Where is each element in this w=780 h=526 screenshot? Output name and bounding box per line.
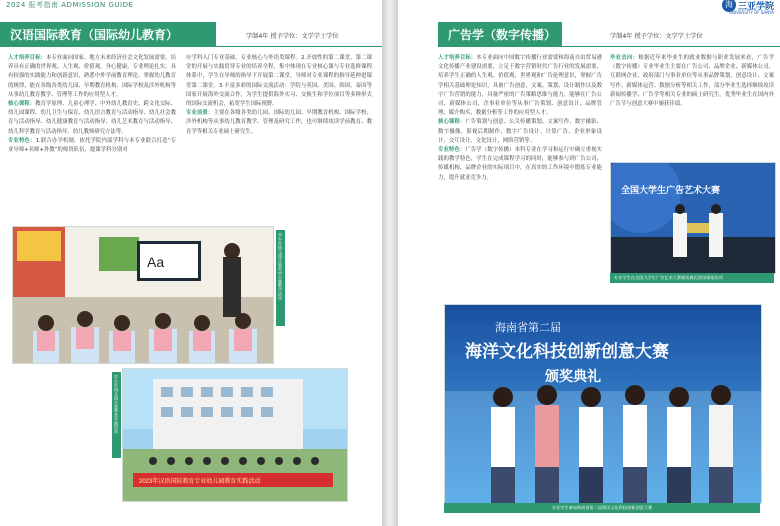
right-section-title: 广告学（数字传播）: [438, 22, 562, 46]
right-column-1: [438, 54, 602, 183]
classroom-illustration: [13, 227, 273, 363]
right-column-2: [610, 54, 774, 109]
right-para: 毕业去向：根据近年来毕业生的就业数据与职业发展来看，广告学（数字传播）专业毕业生主要在广告公司、品牌企业、新媒体公司、互联网企业、政府部门与事业单位等从事品牌策划、创意设计、文案写作、新媒体运营、数据分析等相关工作，部分毕业生选择继续攻读新闻传播学、广告学等相关专业的硕士研究生。优秀毕业生在国内外广告节与创意大赛中屡获佳绩。: [610, 55, 774, 108]
left-column-2: [186, 54, 372, 137]
svg-text:2023年汉语国际教育专业幼儿园教育实践活动: 2023年汉语国际教育专业幼儿园教育实践活动: [139, 479, 261, 485]
university-name-en: UNIVERSITY OF SANYA: [729, 10, 774, 15]
svg-text:海洋文化科技创新创意大赛: 海洋文化科技创新创意大赛: [465, 342, 669, 362]
ad-contest-illustration: [611, 163, 775, 273]
left-section-header: [0, 22, 382, 46]
kindergarten-event-photo: [122, 368, 348, 502]
ad-contest-award-photo: [610, 162, 776, 274]
left-para: 专业特色：1.联合办学机制，依托学院内部学科与本专业联合打造“专业导师+名师+外教”的师资队伍，提课学科分别对: [8, 137, 176, 154]
marine-contest-illustration: [445, 305, 761, 503]
classroom-photo: [12, 226, 274, 364]
right-page: [398, 0, 780, 526]
right-header-rule: [438, 46, 780, 47]
left-header-rule: [0, 46, 382, 47]
left-para: 核心课程：教育学原理、儿童心理学、中外幼儿教育史、跨文化交际、幼儿园课程、幼儿卫生与保育、幼儿语言教育与活动指导、幼儿社会教育与活动指导、幼儿健康教育与活动指导、幼儿艺术教育与活动指导、幼儿科学教育与活动指导、幼儿教师研究方法等。: [8, 101, 176, 135]
right-section-meta: 学制4年 授予学位：文学学士学位: [610, 33, 703, 40]
left-para: 专业前景：主要在各级各类幼儿园、国际幼儿园、早期教育机构、国际学校、涉外机构等从事幼儿教育教学、管理及研究工作，也可继续攻读学前教育、教育学等相关专业硕士研究生。: [186, 110, 372, 135]
left-section-meta: 学制4年 授予学位：文学学士学位: [246, 33, 339, 40]
university-name: 三亚学院: [737, 1, 774, 12]
right-section-header: [398, 22, 780, 46]
marine-contest-photo-caption: 专业学生参加海南省第二届海洋文化科技创新创意大赛: [444, 503, 760, 513]
svg-text:Aa: Aa: [147, 254, 165, 270]
right-para: 核心课程：广告策划与创意、公关传播策划、文案写作、数字摄影、数字摄像、影视后期制作、数字广告设计、计算广告、企业形象设计、交互设计、文化设计、网络营销等。: [438, 119, 602, 144]
ad-contest-photo-caption: 专业学生在全国大学生广告艺术大赛颁奖典礼现场领取奖项: [610, 273, 774, 283]
binding-gutter: [382, 0, 398, 526]
right-para: 人才培养目标：本专业面向中国数字传播行业需要和海南自由贸易港文化传播产业建设需要，立足于数字营销时代广告行业的发展需要，培养学生正确的人生观、价值观、世界观和广告伦理意识，掌握广告学相关基础理论知识，具备广告创意、文案、策划、设计制作以及数字广告营销的能力，具备严密的广告策略思维与能力，能够在广告公司、新媒体公司、企事业单位等从事广告策划、创意设计、品牌管理、媒介购买、数据分析等工作的应用型人才。: [438, 55, 602, 117]
classroom-photo-caption: 学生在幼儿园开展英语主题教学活动: [276, 230, 285, 326]
svg-text:颁奖典礼: 颁奖典礼: [545, 369, 601, 385]
left-para: 人才培养目标：本专业面向国家、地方未来经济社会文化发展需要，培养具有正确的世界观、人生观、价值观，身心健康，专业理论扎实，具有较强的实践能力和创新意识，熟悉中外学前教育理论，掌握幼儿教育的规律，能在各级各类幼儿园、早期教育机构、国际学校及涉外机构等从事幼儿教育教学、管理等工作的应用型人才。: [8, 55, 176, 98]
kindergarten-photo-caption: 学生在幼儿园开展教育实践活动: [112, 372, 121, 458]
kindergarten-illustration: [123, 369, 347, 501]
right-para: 专业特色：广告学（数字传播）本科专业在学习和运行中确立重视实践的教学特色，学生在完成课程学习的同时，能够参与到广告公司、传媒机构、品牌企业的实际项目中，在真实的工作环境中锻炼专业能力，提升就业竞争力。: [438, 147, 602, 181]
svg-text:全国大学生广告艺术大赛: 全国大学生广告艺术大赛: [621, 186, 721, 196]
running-head: 2024 报考指南 ADMISSION GUIDE: [6, 1, 134, 9]
left-column-1: [8, 54, 176, 155]
left-para: 应学科入门专业基础、专业核心与外语类课程。2.开放性的第二课堂，第二课堂的开展与实践贯穿专业的培养全程，集中体现在专业核心课与专业选修课程体系中，学生在导师的指导下开展第二课堂，导师对专业课程的指导延伸进课堂第二课堂。3.丰富多彩的国际交流活动：学院与英国、美国、韩国、泰国等国家开展海外交流合作，为学生提供海外实习、交换生和学位项目等多种形式的国际交流机会，拓宽学生国际视野。: [186, 55, 372, 108]
left-page: [0, 0, 382, 526]
university-seal-icon: 海: [722, 0, 736, 12]
left-section-title: 汉语国际教育（国际幼儿教育）: [0, 22, 216, 46]
marine-contest-photo: [444, 304, 762, 504]
university-logo: [722, 0, 774, 15]
svg-text:海南省第二届: 海南省第二届: [495, 321, 561, 334]
